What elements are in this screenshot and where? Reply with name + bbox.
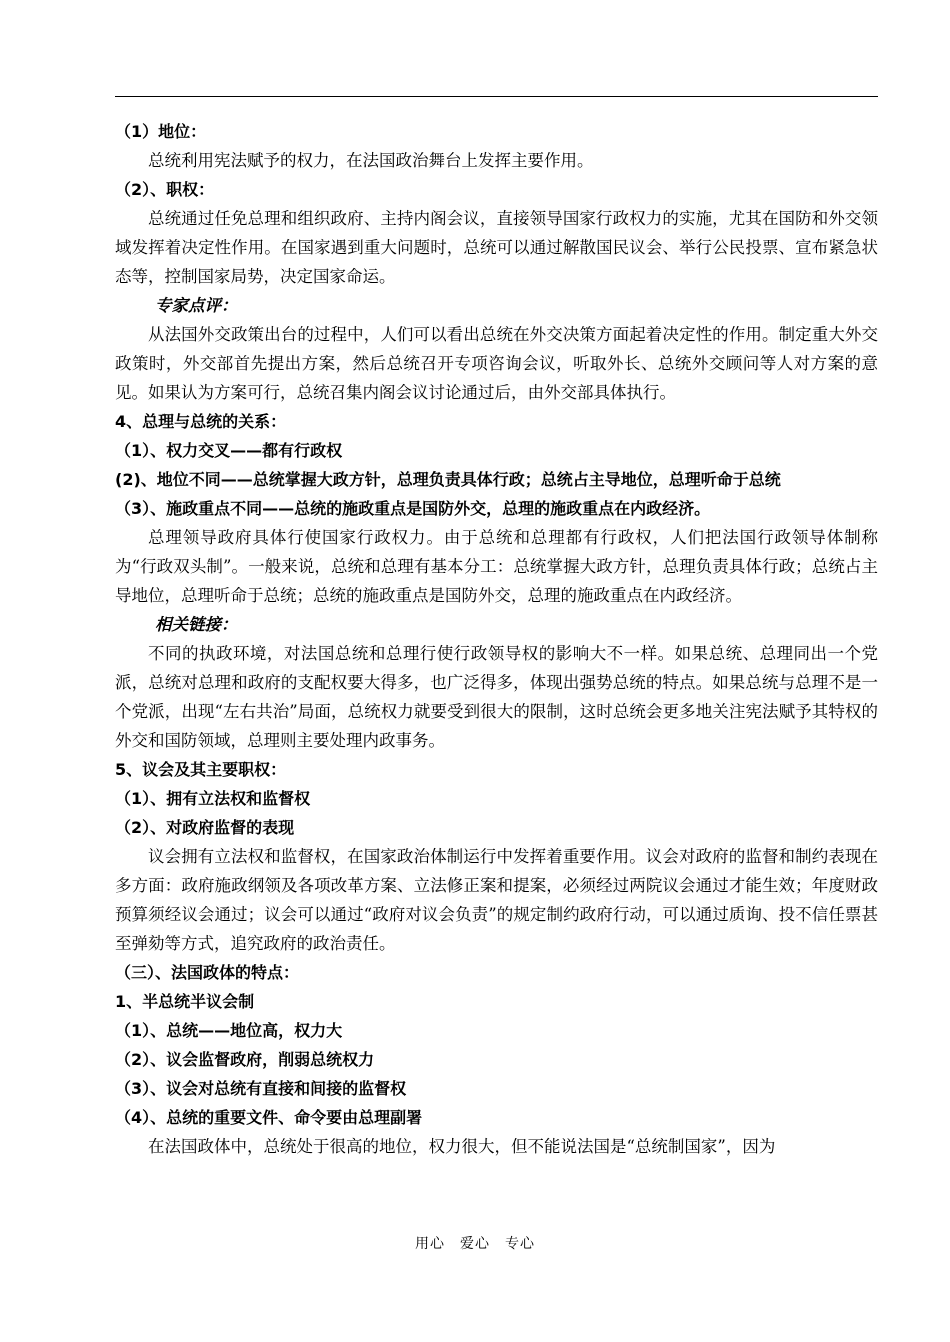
paragraph-conclusion: 在法国政体中，总统处于很高的地位，权力很大，但不能说法国是“总统制国家”，因为 bbox=[148, 1137, 776, 1156]
paragraph-parliament: 议会拥有立法权和监督权，在国家政治体制运行中发挥着重要作用。议会对政府的监督和制约表现在多方面：政府施政纲领及各项改革方案、立法修正案和提案，必须经过两院议会通过才能生效；年度财政预算须经议会通过；议会可以通过“政府对议会负责”的规定制约政府行动，可以通过质询、投不信任票甚至弹劾等方式，追究政府的政治责任。 bbox=[115, 847, 878, 953]
item-parliament-checks: （2）、议会监督政府，削弱总统权力 bbox=[115, 1050, 375, 1069]
page-footer: 用心 爱心 专心 bbox=[415, 1236, 535, 1252]
heading-related-links: 相关链接： bbox=[155, 615, 238, 634]
item-countersign: （4）、总统的重要文件、命令要由总理副署 bbox=[115, 1108, 423, 1127]
item-power-overlap: （1）、权力交叉——都有行政权 bbox=[115, 441, 343, 460]
item-oversight: （2）、对政府监督的表现 bbox=[115, 818, 295, 837]
paragraph-expert-comment: 从法国外交政策出台的过程中，人们可以看出总统在外交决策方面起着决定性的作用。制定重大外交政策时，外交部首先提出方案，然后总统召开专项咨询会议，听取外长、总统外交顾问等人对方案的意见。如果认为方案可行，总统召集内阁会议讨论通过后，由外交部具体执行。 bbox=[115, 325, 878, 402]
paragraph-dual-executive: 总理领导政府具体行使国家行政权力。由于总统和总理都有行政权，人们把法国行政领导体制称为“行政双头制”。一般来说，总统和总理有基本分工：总统掌握大政方针，总理负责具体行政；总统占主导地位，总理听命于总统；总统的施政重点是国防外交，总理的施政重点在内政经济。 bbox=[115, 528, 878, 605]
heading-features: （三）、法国政体的特点： bbox=[115, 963, 300, 982]
item-legislative-power: （1）、拥有立法权和监督权 bbox=[115, 789, 311, 808]
heading-parliament: 5、议会及其主要职权： bbox=[115, 760, 287, 779]
item-focus-difference: （3）、施政重点不同——总统的施政重点是国防外交，总理的施政重点在内政经济。 bbox=[115, 499, 711, 518]
paragraph-powers: 总统通过任免总理和组织政府、主持内阁会议，直接领导国家行政权力的实施，尤其在国防和外交领域发挥着决定性作用。在国家遇到重大问题时，总统可以通过解散国民议会、举行公民投票、宣布紧急状态等，控制国家局势，决定国家命运。 bbox=[115, 209, 878, 286]
item-parliament-oversight-president: （3）、议会对总统有直接和间接的监督权 bbox=[115, 1079, 407, 1098]
heading-powers: （2）、职权： bbox=[115, 180, 215, 199]
item-president-high: （1）、总统——地位高，权力大 bbox=[115, 1021, 343, 1040]
heading-expert-comment: 专家点评： bbox=[155, 296, 238, 315]
heading-semi-presidential: 1、半总统半议会制 bbox=[115, 992, 255, 1011]
paragraph-status: 总统利用宪法赋予的权力，在法国政治舞台上发挥主要作用。 bbox=[148, 151, 594, 170]
document-body bbox=[115, 117, 878, 1161]
item-status-difference: (2)、地位不同——总统掌握大政方针，总理负责具体行政；总统占主导地位，总理听命于总统 bbox=[115, 470, 781, 489]
heading-premier-president: 4、总理与总统的关系： bbox=[115, 412, 287, 431]
heading-status: （1）地位： bbox=[115, 122, 207, 141]
paragraph-cohabitation: 不同的执政环境，对法国总统和总理行使行政领导权的影响大不一样。如果总统、总理同出一个党派，总统对总理和政府的支配权要大得多，也广泛得多，体现出强势总统的特点。如果总统与总理不是一个党派，出现“左右共治”局面，总统权力就要受到很大的限制，这时总统会更多地关注宪法赋予其特权的外交和国防领域，总理则主要处理内政事务。 bbox=[115, 644, 878, 750]
header-rule bbox=[115, 96, 878, 97]
